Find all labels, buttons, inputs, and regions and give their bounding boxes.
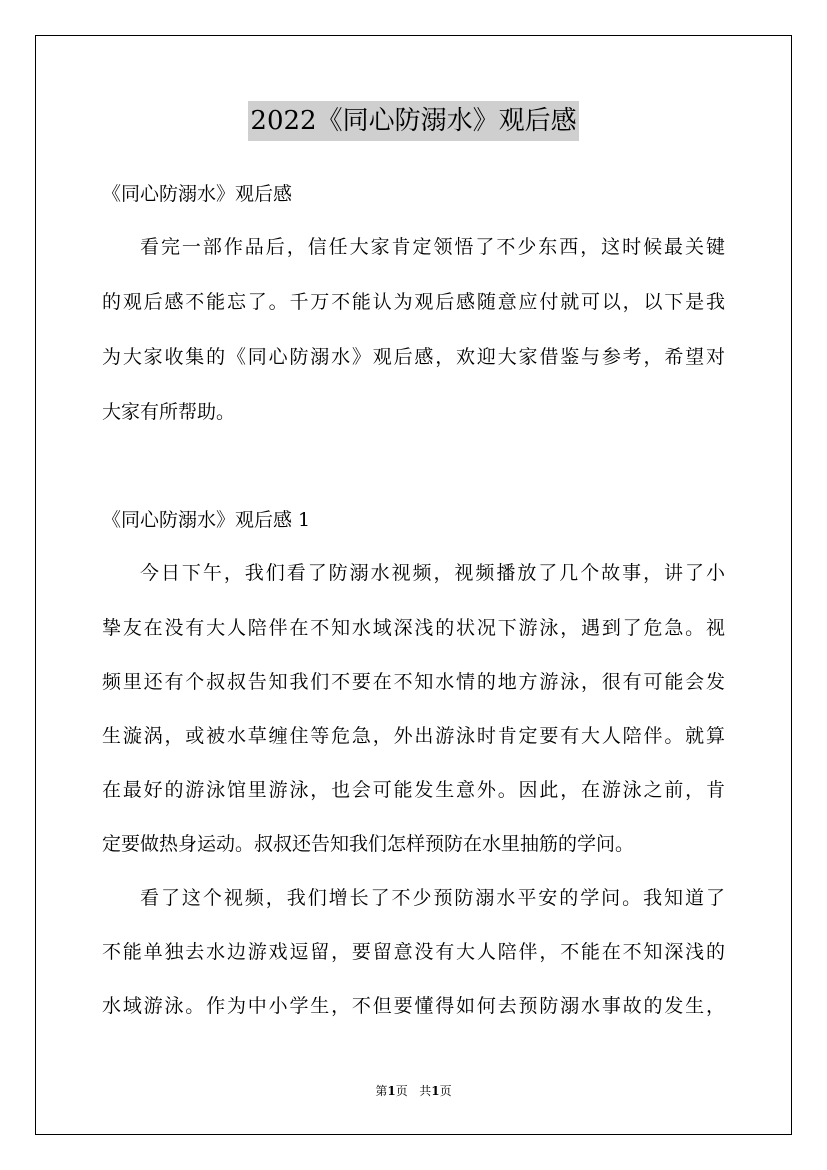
intro-line-2: 的观后感不能忘了。千万不能认为观后感随意应付就可以，以下是我 xyxy=(102,291,725,313)
paragraph2-line-2: 不能单独去水边游戏逗留，要留意没有大人陪伴，不能在不知深浅的 xyxy=(102,941,725,963)
paragraph1-line-1: 今日下午，我们看了防溺水视频，视频播放了几个故事，讲了小 xyxy=(140,562,725,584)
intro-line-4: 大家有所帮助。 xyxy=(102,401,236,423)
paragraph1-line-4: 生漩涡，或被水草缠住等危急，外出游泳时肯定要有大人陪伴。就算 xyxy=(102,725,725,747)
document-subtitle: 《同心防溺水》观后感 xyxy=(102,183,293,205)
paragraph1-line-3: 频里还有个叔叔告知我们不要在不知水情的地方游泳，很有可能会发 xyxy=(102,671,725,693)
paragraph1-line-2: 挚友在没有大人陪伴在不知水域深浅的状况下游泳，遇到了危急。视 xyxy=(102,617,725,639)
paragraph1-line-5: 在最好的游泳馆里游泳，也会可能发生意外。因此，在游泳之前，肯 xyxy=(102,779,725,801)
total-pages: 共1页 xyxy=(419,1084,452,1098)
section-heading: 《同心防溺水》观后感 1 xyxy=(102,509,311,531)
page-footer xyxy=(0,1083,827,1099)
paragraph2-line-3: 水域游泳。作为中小学生，不但要懂得如何去预防溺水事故的发生， xyxy=(102,995,725,1017)
document-title: 2022《同心防溺水》观后感 xyxy=(248,101,578,141)
paragraph2-line-1: 看了这个视频，我们增长了不少预防溺水平安的学问。我知道了 xyxy=(140,887,725,909)
intro-line-3: 为大家收集的《同心防溺水》观后感，欢迎大家借鉴与参考，希望对 xyxy=(102,346,725,368)
page-number: 第1页 xyxy=(375,1084,408,1098)
intro-line-1: 看完一部作品后，信任大家肯定领悟了不少东西，这时候最关键 xyxy=(140,236,725,258)
paragraph1-line-6: 定要做热身运动。叔叔还告知我们怎样预防在水里抽筋的学问。 xyxy=(102,833,635,855)
title-container xyxy=(0,101,827,141)
